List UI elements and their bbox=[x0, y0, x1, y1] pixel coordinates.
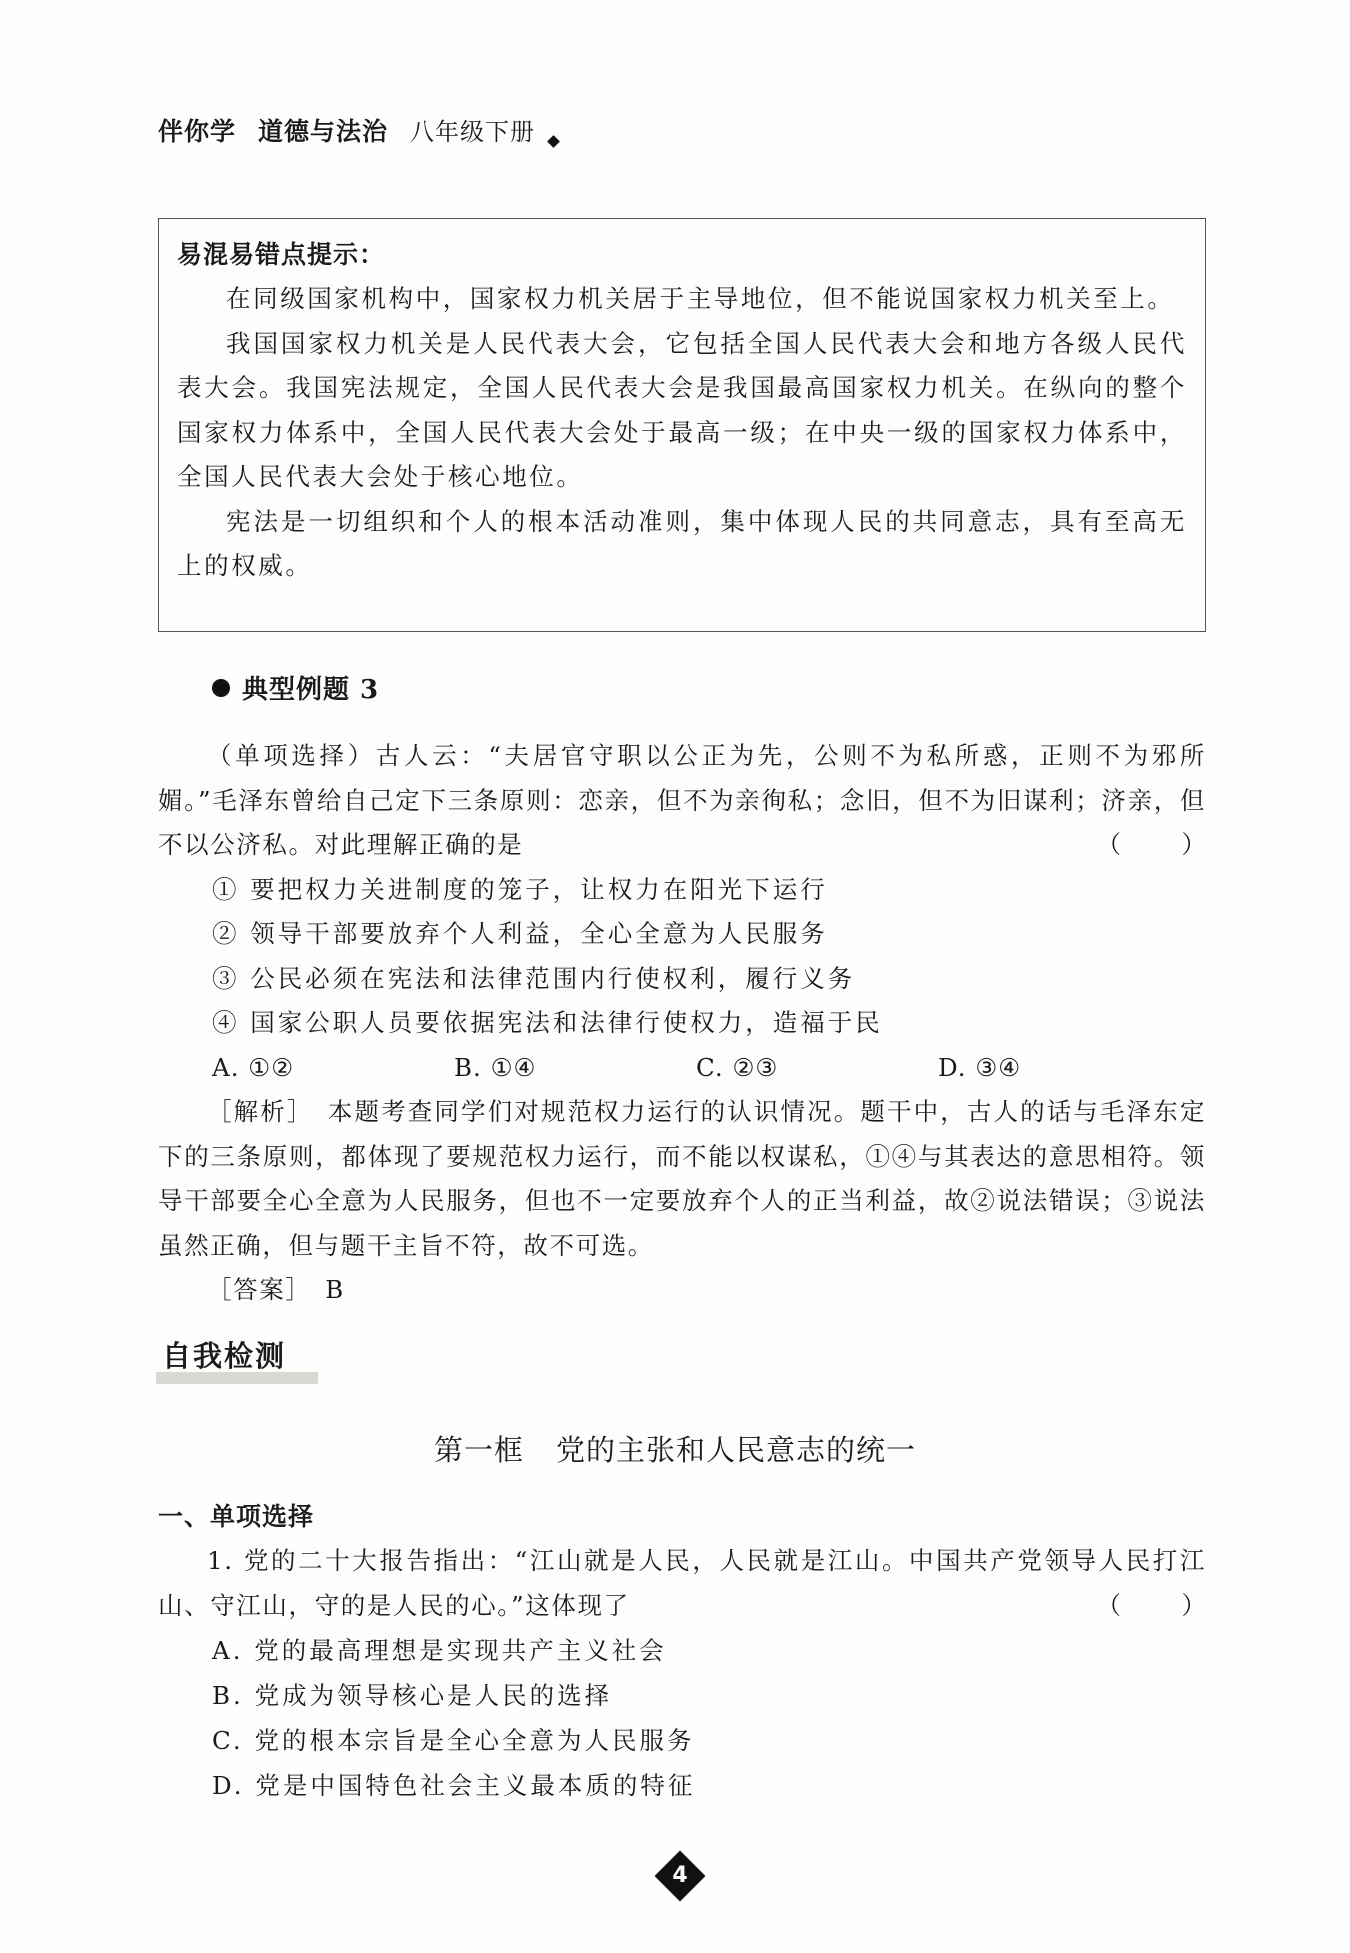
answer bbox=[158, 1268, 1206, 1313]
analysis bbox=[158, 1090, 1206, 1268]
page-number-text: 4 bbox=[672, 1863, 688, 1888]
answer-label: ［答案］ bbox=[207, 1275, 300, 1304]
option-b: B. 党成为领导核心是人民的选择 bbox=[212, 1681, 613, 1710]
tip-paragraph: 我国国家权力机关是人民代表大会，它包括全国人民代表大会和地方各级人民代表大会。我国宪法规定，全国人民代表大会是我国最高国家权力机关。在纵向的整个国家权力体系中，全国人民代表大会处于最高一级；在中央一级的国家权力体系中，全国人民代表大会处于核心地位。 bbox=[177, 328, 1187, 491]
tip-title: 易混易错点提示： bbox=[177, 240, 386, 269]
header-subject: 道德与法治 bbox=[258, 117, 389, 146]
choice-c: C. ②③ bbox=[696, 1052, 779, 1082]
answer-paren: （ ） bbox=[1096, 1591, 1224, 1620]
choice-d: D. ③④ bbox=[938, 1052, 1022, 1082]
example-body bbox=[158, 734, 1224, 1313]
tip-box bbox=[158, 218, 1206, 632]
question-stem: 1. 党的二十大报告指出：“江山就是人民，人民就是江山。中国共产党领导人民打江山、守江山，守的是人民的心。”这体现了 （ ） bbox=[158, 1538, 1206, 1628]
question-1 bbox=[158, 1538, 1224, 1808]
tip-paragraph: 宪法是一切组织和个人的根本活动准则，集中体现人民的共同意志，具有至高无上的权威。 bbox=[177, 506, 1187, 580]
option-c: C. 党的根本宗旨是全心全意为人民服务 bbox=[212, 1726, 695, 1755]
running-header bbox=[158, 112, 558, 148]
diamond-icon bbox=[547, 135, 560, 148]
analysis-text: 本题考查同学们对规范权力运行的认识情况。题干中，古人的话与毛泽东定下的三条原则，都体现了要规范权力运行，而不能以权谋私，①④与其表达的意思相符。领导干部要全心全意为人民服务，但也不一定要放弃个人的正当利益，故②说法错误；③说法虽然正确，但与题干主旨不符，故不可选。 bbox=[158, 1097, 1207, 1260]
answer-value: B bbox=[325, 1275, 345, 1304]
header-brand: 伴你学 bbox=[158, 117, 237, 146]
example-stem: （单项选择）古人云：“夫居官守职以公正为先，公则不为私所惑，正则不为邪所媚。”毛泽东曾给自己定下三条原则：恋亲，但不为亲徇私；念旧，但不为旧谋利；济亲，但不以公济私。对此理解正确的是 （ ） bbox=[158, 734, 1206, 868]
choice-b: B. ①④ bbox=[454, 1052, 537, 1082]
answer-paren: （ ） bbox=[1096, 830, 1224, 859]
statement: ① 要把权力关进制度的笼子，让权力在阳光下运行 bbox=[212, 874, 828, 904]
option-a: A. 党的最高理想是实现共产主义社会 bbox=[212, 1636, 667, 1665]
section-frame: 第一框 bbox=[433, 1433, 524, 1467]
example-heading bbox=[212, 669, 379, 706]
tip-paragraph: 在同级国家机构中，国家权力机关居于主导地位，但不能说国家权力机关至上。 bbox=[226, 284, 1175, 313]
statement: ③ 公民必须在宪法和法律范围内行使权利，履行义务 bbox=[212, 963, 856, 993]
statement: ② 领导干部要放弃个人利益，全心全意为人民服务 bbox=[212, 919, 828, 948]
bullet-icon bbox=[212, 679, 230, 697]
option-d: D. 党是中国特色社会主义最本质的特征 bbox=[212, 1771, 696, 1800]
self-check-heading: 自我检测 bbox=[162, 1339, 287, 1373]
example-title: 典型例题 3 bbox=[242, 675, 380, 705]
section-title bbox=[0, 1428, 1350, 1469]
subsection-heading: 一、单项选择 bbox=[158, 1502, 315, 1531]
header-grade: 八年级下册 bbox=[410, 118, 536, 146]
statement: ④ 国家公职人员要依据宪法和法律行使权力，造福于民 bbox=[212, 1008, 883, 1037]
choice-row bbox=[158, 1046, 1206, 1091]
section-name: 党的主张和人民意志的统一 bbox=[556, 1433, 917, 1467]
choice-a: A. ①② bbox=[212, 1052, 295, 1082]
page-number bbox=[656, 1852, 704, 1900]
analysis-label: ［解析］ bbox=[207, 1097, 302, 1126]
